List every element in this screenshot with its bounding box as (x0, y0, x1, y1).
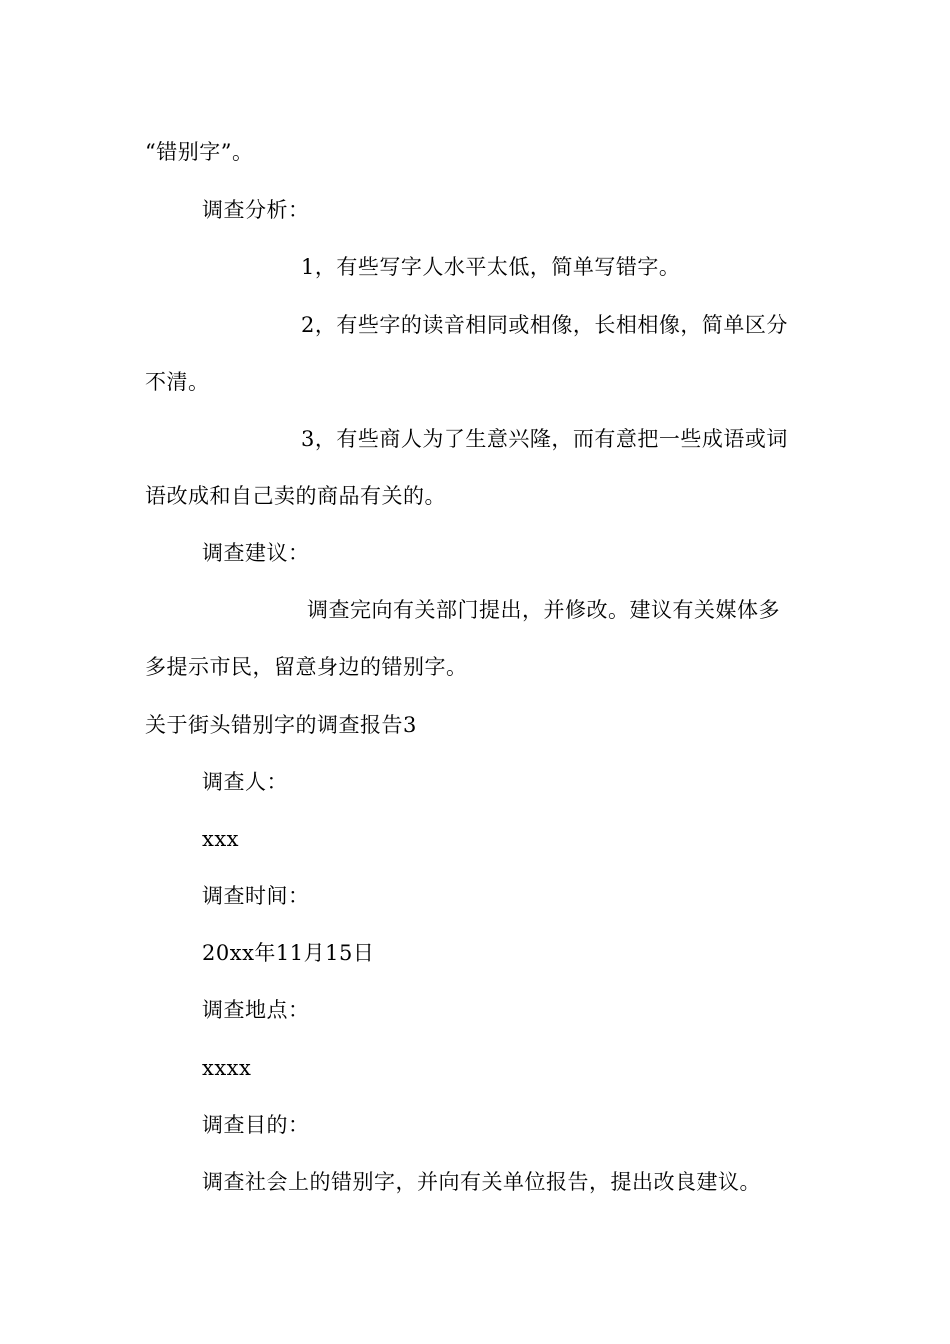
text-line-quote-continuation: “错别字”。 (145, 140, 254, 164)
report-title: 关于街头错别字的调查报告3 (145, 713, 417, 737)
survey-location-label: 调查地点： (202, 998, 310, 1022)
analysis-item-2-continued: 不清。 (145, 370, 210, 394)
section-heading-analysis: 调查分析： (202, 198, 310, 222)
investigator-value: xxx (202, 827, 240, 851)
section-heading-suggestion: 调查建议： (202, 541, 310, 565)
survey-purpose-text: 调查社会上的错别字，并向有关单位报告，提出改良建议。 (202, 1170, 761, 1194)
suggestion-text-continued: 多提示市民，留意身边的错别字。 (145, 655, 468, 679)
analysis-item-3: 3，有些商人为了生意兴隆，而有意把一些成语或词 (301, 427, 788, 451)
survey-location-value: xxxx (202, 1056, 252, 1080)
suggestion-text: 调查完向有关部门提出，并修改。建议有关媒体多 (307, 598, 780, 622)
investigator-label: 调查人： (202, 770, 288, 794)
analysis-item-3-continued: 语改成和自己卖的商品有关的。 (145, 484, 446, 508)
analysis-item-1: 1，有些写字人水平太低，简单写错字。 (301, 255, 681, 279)
survey-time-label: 调查时间： (202, 884, 310, 908)
analysis-item-2: 2，有些字的读音相同或相像，长相相像，简单区分 (301, 313, 788, 337)
survey-time-value: 20xx年11月15日 (202, 941, 375, 965)
survey-purpose-label: 调查目的： (202, 1113, 310, 1137)
